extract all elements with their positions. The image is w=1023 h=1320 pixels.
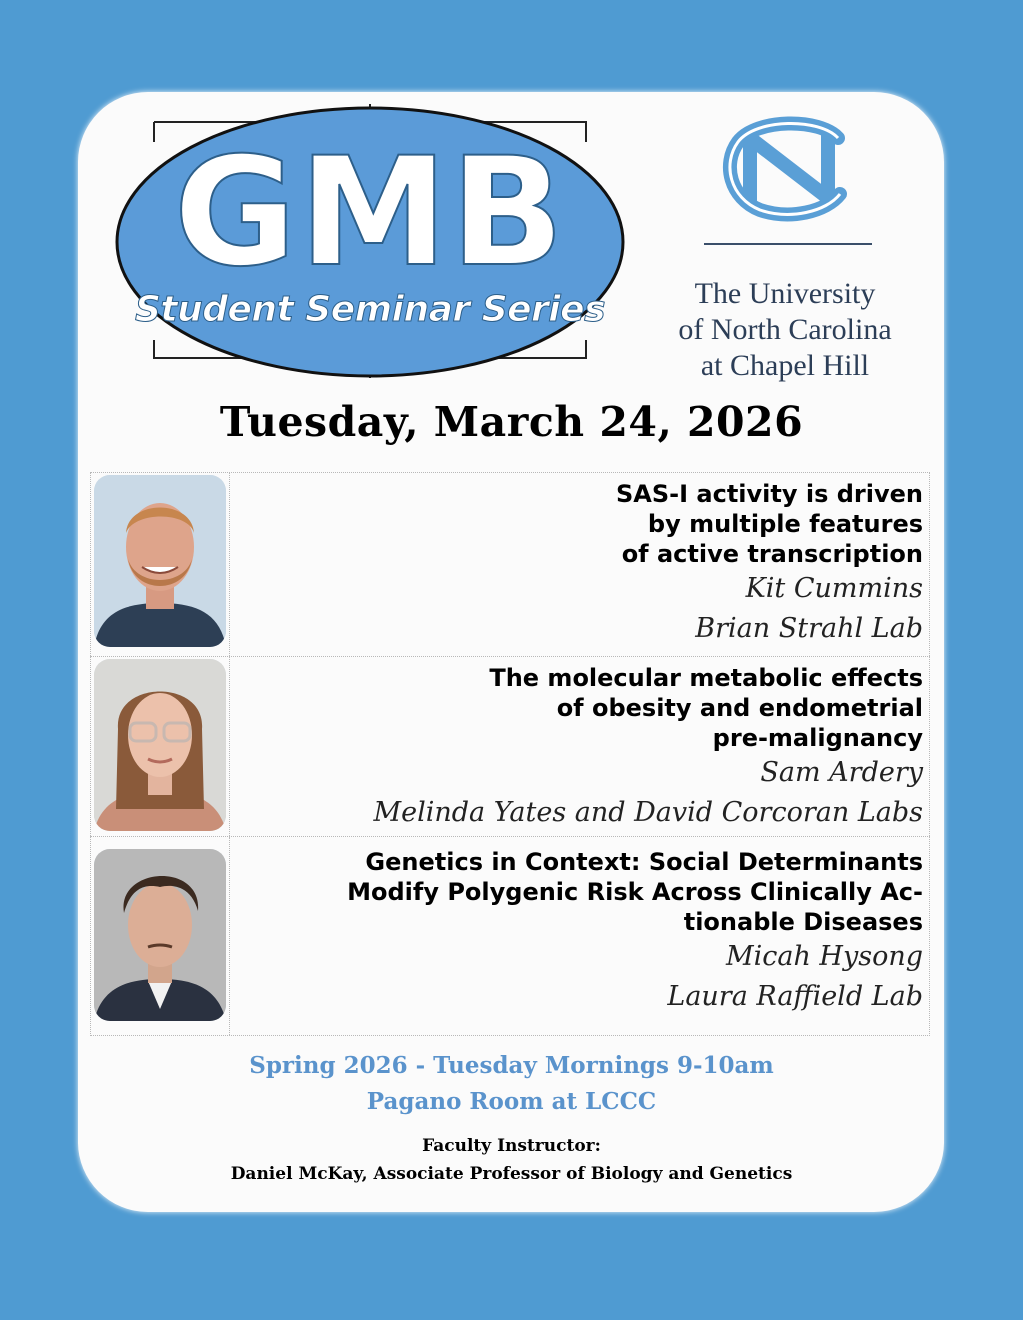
gmb-acronym: GMB [173, 126, 567, 300]
faculty-name: Daniel McKay, Associate Professor of Biology and Genetics [230, 1164, 793, 1184]
talk-info-3 [241, 847, 923, 1017]
lab-name: Brian Strahl Lab [695, 613, 923, 644]
speaker-photo-1 [94, 475, 226, 647]
faculty-label: Faculty Instructor: [422, 1136, 601, 1156]
row-divider [229, 473, 230, 656]
talk-row-3 [90, 836, 930, 1036]
schedule-line-1: Spring 2026 - Tuesday Mornings 9-10am [249, 1052, 774, 1079]
talk-info-1 [241, 479, 923, 649]
row-divider [229, 837, 230, 1035]
talk-info-2 [241, 663, 923, 833]
schedule-info [0, 1048, 1023, 1120]
row-divider [229, 657, 230, 836]
schedule-line-2: Pagano Room at LCCC [366, 1088, 657, 1115]
unc-name [650, 276, 920, 384]
lab-name: Laura Raffield Lab [667, 981, 923, 1012]
seminar-date: Tuesday, March 24, 2026 [219, 398, 804, 446]
gmb-subtitle: Student Seminar Series [134, 289, 605, 330]
person-icon [94, 475, 226, 647]
talks-table [90, 472, 930, 1036]
unc-divider [704, 243, 872, 245]
speaker-photo-3 [94, 849, 226, 1021]
speaker-name: Sam Ardery [760, 757, 923, 788]
talk-title: SAS-I activity is driven by multiple features of active transcription [616, 480, 923, 568]
talk-title: Genetics in Context: Social Determinants Modify Polygenic Risk Across Clinically Ac- tionable Diseases [347, 848, 923, 936]
unc-name-line-1: The University [694, 277, 876, 310]
gmb-logo [108, 102, 628, 382]
talk-row-1 [90, 472, 930, 656]
speaker-photo-2 [94, 659, 226, 831]
talk-row-2 [90, 656, 930, 836]
faculty-info [0, 1132, 1023, 1188]
speaker-name: Micah Hysong [725, 941, 923, 972]
unc-name-line-2: of North Carolina [678, 313, 892, 346]
person-icon [94, 849, 226, 1021]
speaker-name: Kit Cummins [745, 573, 923, 604]
person-icon [94, 659, 226, 831]
unc-name-line-3: at Chapel Hill [700, 349, 870, 382]
unc-logo-icon [716, 112, 862, 222]
talk-title: The molecular metabolic effects of obesity and endometrial pre-malignancy [489, 664, 923, 752]
lab-name: Melinda Yates and David Corcoran Labs [373, 797, 923, 828]
